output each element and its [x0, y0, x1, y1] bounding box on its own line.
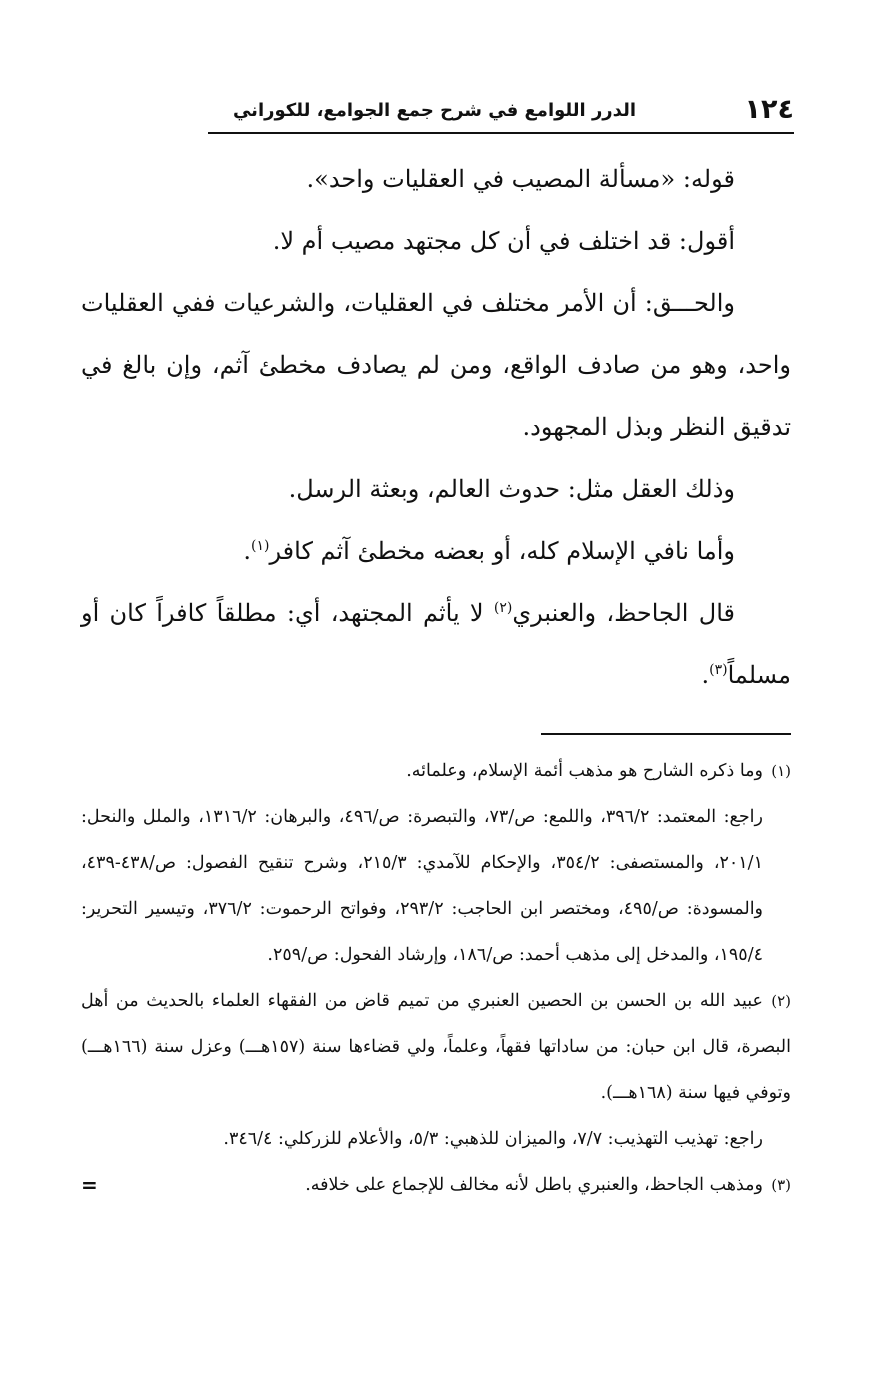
footnote-3-text: ومذهب الجاحظ، والعنبري باطل لأنه مخالف للإجماع على خلافه. — [305, 1175, 763, 1195]
paragraph-nafi-islam: وأما نافي الإسلام كله، أو بعضه مخطئ آثم كافر$^{(١)}$. — [243, 537, 735, 565]
footnote-ref-3[interactable]: (٣) — [709, 662, 728, 678]
footnote-ref-1[interactable]: (١) — [250, 538, 270, 554]
page-number: ١٢٤ — [744, 94, 794, 125]
paragraph-jahiz — [81, 582, 791, 706]
footnote-ref-2[interactable]: (٢) — [493, 600, 513, 616]
paragraph-alhaq: والحـــق: أن الأمر مختلف في العقليات، والشرعيات ففي العقليات واحد، وهو من صادف الواقع، ومن لم يصادف مخطئ آثم، وإن بالغ في تدقيق النظر وبذل المجهود. — [81, 289, 791, 441]
footnote-1-marker: (١) — [771, 762, 791, 780]
footnote-2-references: راجع: تهذيب التهذيب: ٧/٧، والميزان للذهبي: ٥/٣، والأعلام للزركلي: ٣٤٦/٤. — [223, 1129, 763, 1149]
paragraph-aqul: أقول: قد اختلف في أن كل مجتهد مصيب أم لا. — [272, 227, 735, 255]
footnote-separator — [541, 733, 791, 735]
paragraph-jahiz-end: . — [701, 661, 710, 689]
footnote-3-marker: (٣) — [771, 1176, 791, 1194]
footnote-1-references: راجع: المعتمد: ٣٩٦/٢، واللمع: ص/٧٣، والتبصرة: ص/٤٩٦، والبرهان: ١٣١٦/٢، والملل والنحل: ٢٠١/١، والمستصفى: ٣٥٤/٢، والإحكام للآمدي: ٢١٥/٣، وشرح تنقيح الفصول: ص/٤٣٨-٤٣٩، والمسودة: ص/٤٩٥، ومختصر ابن الحاجب: ٢٩٣/٢، وفواتح الرحموت: ٣٧٦/٢، وتيسير التحرير: ١٩٥/٤، والمدخل إلى مذهب أحمد: ص/١٨٦، وإرشاد الفحول: ص/٢٥٩. — [81, 807, 764, 965]
footnote-2-text: عبيد الله بن الحسن بن الحصين العنبري من تميم قاض من الفقهاء العلماء بالحديث من أهل البصرة، قال ابن حبان: من ساداتها فقهاً، وعلماً، ولي قضاءها سنة (١٥٧هـــ) وعزل سنة (١٦٦هـــ) وتوفي فيها سنة (١٦٨هـــ). — [81, 991, 791, 1103]
footnote-2 — [81, 978, 791, 1116]
book-title: الدرر اللوامع في شرح جمع الجوامع، للكوراني — [232, 100, 636, 121]
footnotes — [81, 748, 791, 1208]
footnote-3-body — [305, 1162, 791, 1208]
paragraph-examples: وذلك العقل مثل: حدوث العالم، وبعثة الرسل. — [288, 475, 735, 503]
footnote-2-marker: (٢) — [771, 992, 791, 1010]
footnote-1-text: وما ذكره الشارح هو مذهب أئمة الإسلام، وعلمائه. — [406, 761, 763, 781]
paragraph-nafi-islam-text: وأما نافي الإسلام كله، أو بعضه مخطئ آثم كافر — [269, 537, 735, 565]
footnote-3 — [81, 1162, 791, 1208]
paragraph-quote: قوله: «مسألة المصيب في العقليات واحد». — [306, 165, 735, 193]
paragraph-jahiz-rest: لا يأثم المجتهد، أي: مطلقاً كافراً كان أو مسلماً — [81, 599, 791, 689]
footnote-1 — [81, 748, 791, 794]
running-header — [208, 92, 794, 134]
continuation-mark: = — [81, 1173, 98, 1197]
main-text — [81, 148, 791, 706]
paragraph-jahiz-start: قال الجاحظ، والعنبري — [512, 599, 735, 627]
